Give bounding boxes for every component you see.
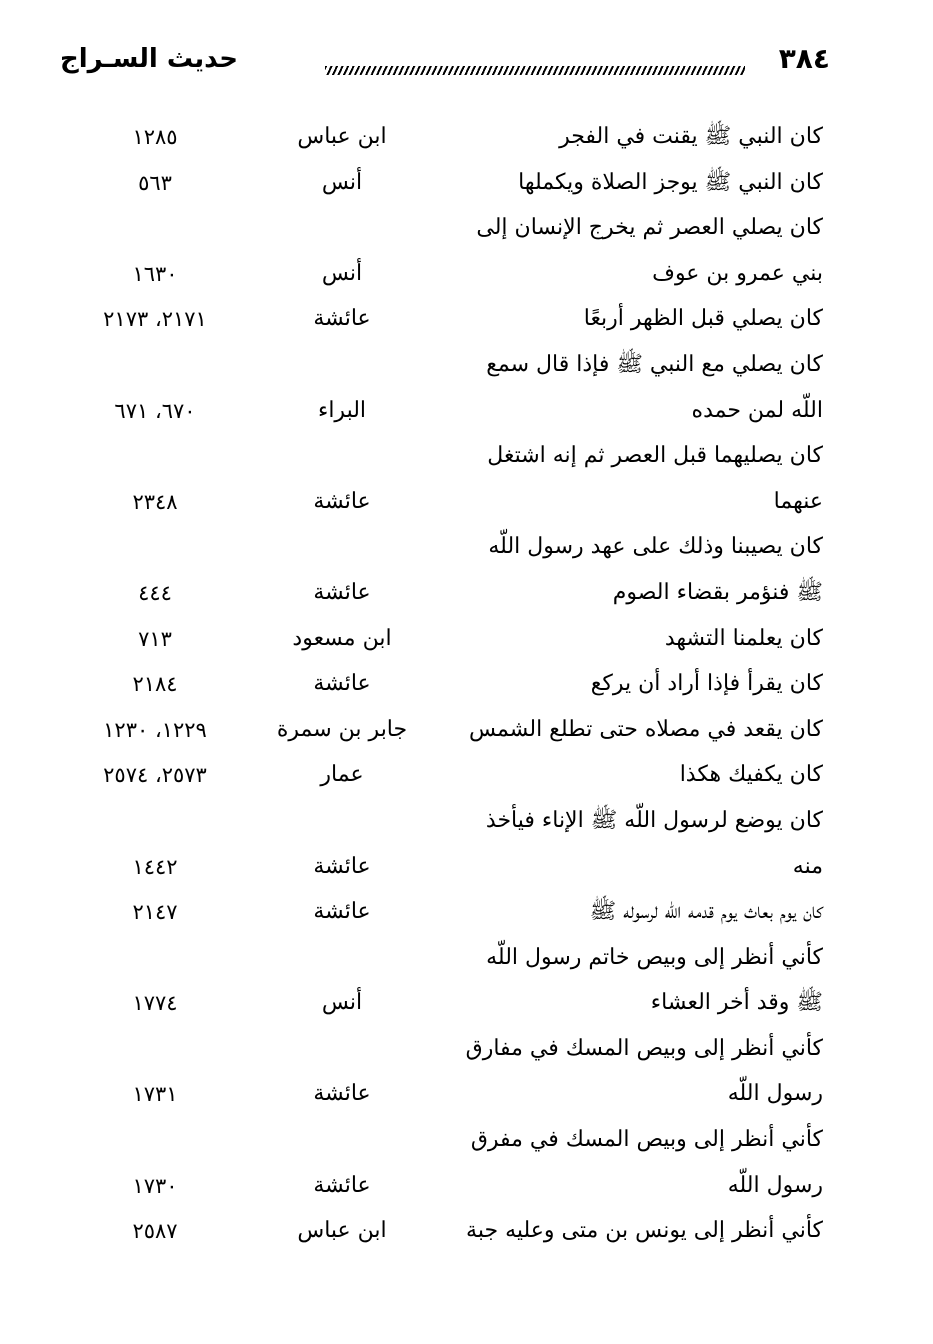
hadith-reference-number: ٤٤٤ [138, 580, 172, 605]
index-row [0, 1165, 933, 1211]
narrator: أنس [321, 169, 363, 195]
hadith-text: كان يوم بعاث يوم قدمه اللّه لرسوله ﷺ [589, 899, 823, 925]
narrator: عائشة [313, 1172, 371, 1198]
hadith-reference-number: ١٧٣٠ [132, 1173, 178, 1198]
index-row [0, 116, 933, 162]
index-row [0, 754, 933, 800]
hadith-reference-number: ٢١٨٤ [132, 672, 178, 697]
hadith-text: كان يعلمنا التشهد [664, 625, 823, 651]
index-row [0, 298, 933, 344]
hadith-text: كان يصلي قبل الظهر أربعًا [583, 306, 823, 332]
hadith-text: ﷺ وقد أخر العشاء [650, 990, 823, 1016]
narrator: عمار [320, 762, 364, 788]
narrator: عائشة [313, 306, 371, 332]
narrator: ابن مسعود [292, 625, 392, 651]
index-row [0, 663, 933, 709]
narrator: عائشة [313, 488, 371, 514]
narrator: ابن عباس [297, 124, 387, 149]
narrator: عائشة [313, 899, 371, 925]
hadith-reference-number: ٢٥٨٧ [132, 1219, 178, 1244]
narrator: البراء [317, 397, 367, 423]
hadith-reference-number: ٥٦٣ [138, 170, 172, 195]
hadith-reference-number: ١٢٨٥ [132, 125, 178, 149]
index-row [0, 937, 933, 983]
hadith-text: كأني أنظر إلى وبيص المسك في مفارق [465, 1035, 823, 1061]
hadith-text: كان النبي ﷺ يوجز الصلاة ويكملها [518, 169, 823, 195]
hadith-reference-number: ٢١٧١، ٢١٧٣ [103, 307, 207, 332]
index-row [0, 891, 933, 937]
hadith-text: كأني أنظر إلى يونس بن متى وعليه جبة [466, 1218, 823, 1244]
index-row [0, 800, 933, 846]
hadith-text: كان يكفيك هكذا [679, 762, 823, 788]
hadith-text: بني عمرو بن عوف [652, 260, 823, 286]
index-row [0, 1073, 933, 1119]
hadith-text: كان يوضع لرسول اللّه ﷺ الإناء فيأخذ [485, 807, 823, 833]
hadith-reference-number: ١٤٤٢ [132, 854, 178, 879]
hadith-text: كان يصلي العصر ثم يخرج الإنسان إلى [476, 215, 823, 241]
index-row [0, 982, 933, 1028]
narrator: ابن عباس [297, 1218, 387, 1244]
hadith-text: كأني أنظر إلى وبيص خاتم رسول اللّه [486, 944, 823, 970]
hadith-text: اللّه لمن حمده [691, 397, 823, 423]
index-row [0, 435, 933, 481]
hadith-reference-number: ٢٣٤٨ [132, 489, 178, 514]
index-row [0, 481, 933, 527]
hadith-reference-number: ٦٧٠، ٦٧١ [114, 398, 196, 423]
index-row [0, 253, 933, 299]
narrator: عائشة [313, 579, 371, 605]
index-row [0, 390, 933, 436]
index-row [0, 1119, 933, 1165]
hadith-text: كان النبي ﷺ يقنت في الفجر [559, 124, 823, 149]
index-row [0, 1028, 933, 1074]
hadith-text: رسول اللّه [727, 1172, 823, 1198]
index-row [0, 572, 933, 618]
narrator: أنس [321, 260, 363, 286]
hadith-reference-number: ١٦٣٠ [132, 261, 178, 286]
hadith-text: ﷺ فنؤمر بقضاء الصوم [612, 579, 823, 605]
hadith-reference-number: ٢٥٧٣، ٢٥٧٤ [103, 763, 207, 788]
header-rule [325, 66, 745, 75]
hadith-text: عنهما [773, 488, 823, 514]
index-row [0, 1210, 933, 1256]
hadith-text: كان يصلي مع النبي ﷺ فإذا قال سمع [486, 351, 823, 377]
hadith-text: كان يقرأ فإذا أراد أن يركع [590, 671, 823, 697]
narrator: عائشة [313, 1081, 371, 1107]
index-row [0, 618, 933, 664]
hadith-reference-number: ٧١٣ [138, 626, 172, 651]
index-row [0, 344, 933, 390]
book-title: حديث السـراج [60, 44, 238, 74]
hadith-reference-number: ١٢٢٩، ١٢٣٠ [103, 717, 207, 742]
hadith-text: كان يقعد في مصلاه حتى تطلع الشمس [468, 716, 823, 742]
narrator: جابر بن سمرة [276, 716, 408, 742]
hadith-index-list [0, 116, 933, 1256]
index-row [0, 207, 933, 253]
index-row [0, 709, 933, 755]
index-row [0, 162, 933, 208]
narrator: أنس [321, 990, 363, 1016]
hadith-text: كان يصيبنا وذلك على عهد رسول اللّه [488, 534, 823, 560]
hadith-text: رسول اللّه [727, 1081, 823, 1107]
page-header [60, 44, 830, 84]
hadith-text: كان يصليهما قبل العصر ثم إنه اشتغل [487, 443, 823, 469]
narrator: عائشة [313, 853, 371, 879]
hadith-text: منه [792, 853, 823, 879]
hadith-reference-number: ٢١٤٧ [132, 900, 178, 925]
index-row [0, 526, 933, 572]
hadith-text: كأني أنظر إلى وبيص المسك في مفرق [470, 1127, 823, 1153]
hadith-reference-number: ١٧٧٤ [132, 991, 178, 1016]
narrator: عائشة [313, 671, 371, 697]
page-number: ٣٨٤ [778, 42, 830, 75]
index-row [0, 846, 933, 892]
hadith-reference-number: ١٧٣١ [132, 1082, 178, 1107]
